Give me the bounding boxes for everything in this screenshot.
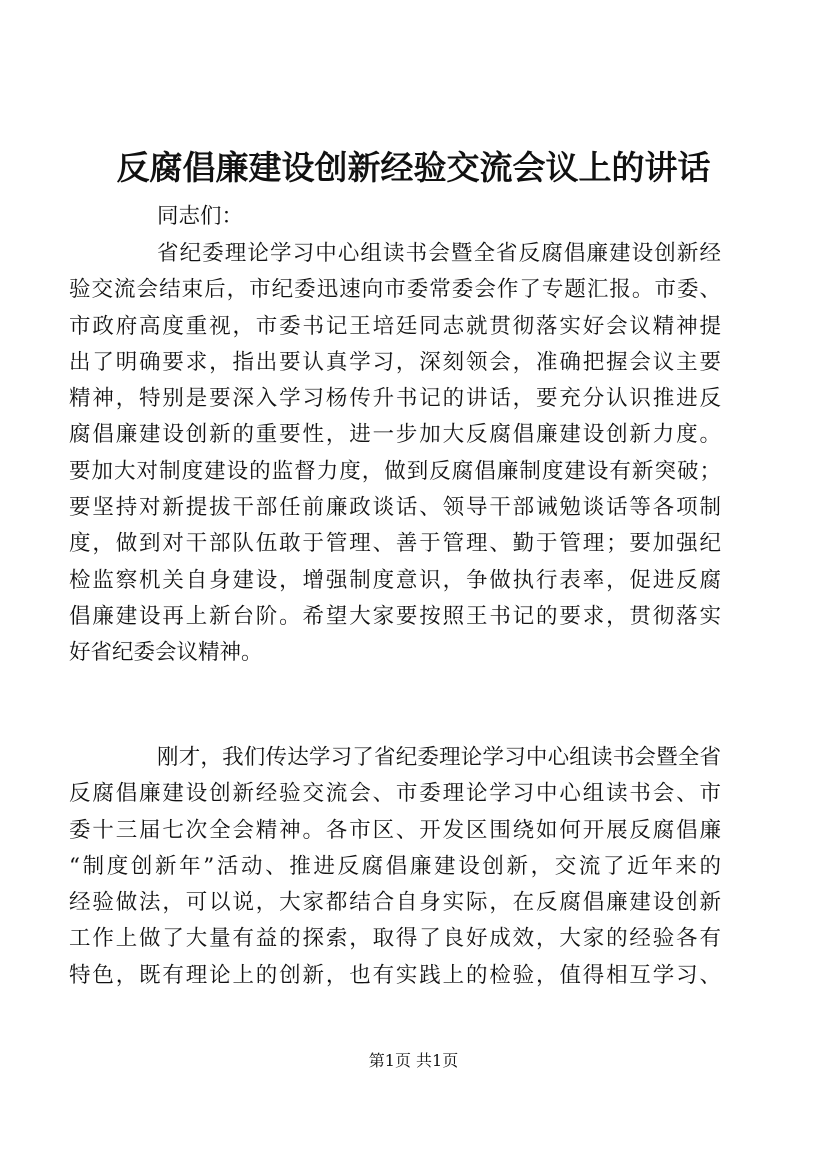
paragraph-1-line: 市政府高度重视，市委书记王培廷同志就贯彻落实好会议精神提 xyxy=(69,313,721,339)
paragraph-2-line: 反腐倡廉建设创新经验交流会、市委理论学习中心组读书会、市 xyxy=(69,781,721,807)
paragraph-2-line: 经验做法，可以说，大家都结合自身实际，在反腐倡廉建设创新 xyxy=(69,890,721,916)
paragraph-1-line: 好省纪委会议精神。 xyxy=(69,640,263,666)
paragraph-1-line: 倡廉建设再上新台阶。希望大家要按照王书记的要求，贯彻落实 xyxy=(69,603,721,629)
paragraph-1-line: 度，做到对干部队伍敢于管理、善于管理、勤于管理；要加强纪 xyxy=(69,531,721,557)
paragraph-1-line: 腐倡廉建设创新的重要性，进一步加大反腐倡廉建设创新力度。 xyxy=(69,422,721,448)
paragraph-2-line: 刚才，我们传达学习了省纪委理论学习中心组读书会暨全省 xyxy=(157,745,721,770)
paragraph-2-line: 委十三届七次全会精神。各市区、开发区围绕如何开展反腐倡廉 xyxy=(69,817,721,843)
paragraph-1 xyxy=(69,236,721,672)
paragraph-2-line: 工作上做了大量有益的探索，取得了良好成效，大家的经验各有 xyxy=(69,926,721,952)
paragraph-1-line: 出了明确要求，指出要认真学习，深刻领会，准确把握会议主要 xyxy=(69,349,721,375)
paragraph-2 xyxy=(69,740,721,994)
paragraph-1-line: 精神，特别是要深入学习杨传升书记的讲话，要充分认识推进反 xyxy=(69,386,721,412)
paragraph-1-line: 验交流会结束后，市纪委迅速向市委常委会作了专题汇报。市委、 xyxy=(69,277,721,303)
document-title: 反腐倡廉建设创新经验交流会议上的讲话 xyxy=(116,148,711,187)
paragraph-1-line: 省纪委理论学习中心组读书会暨全省反腐倡廉建设创新经 xyxy=(157,241,721,266)
paragraph-1-line: 要加大对制度建设的监督力度，做到反腐倡廉制度建设有新突破； xyxy=(69,458,721,484)
paragraph-1-line: 检监察机关自身建设，增强制度意识，争做执行表率，促进反腐 xyxy=(69,567,721,593)
paragraph-2-line: “制度创新年”活动、推进反腐倡廉建设创新，交流了近年来的 xyxy=(69,853,721,879)
salutation: 同志们： xyxy=(157,204,244,229)
paragraph-1-line: 要坚持对新提拔干部任前廉政谈话、领导干部诫勉谈话等各项制 xyxy=(69,495,721,521)
page-footer: 第1页 共1页 xyxy=(368,1051,459,1070)
paragraph-2-line: 特色，既有理论上的创新，也有实践上的检验，值得相互学习、 xyxy=(69,962,721,988)
